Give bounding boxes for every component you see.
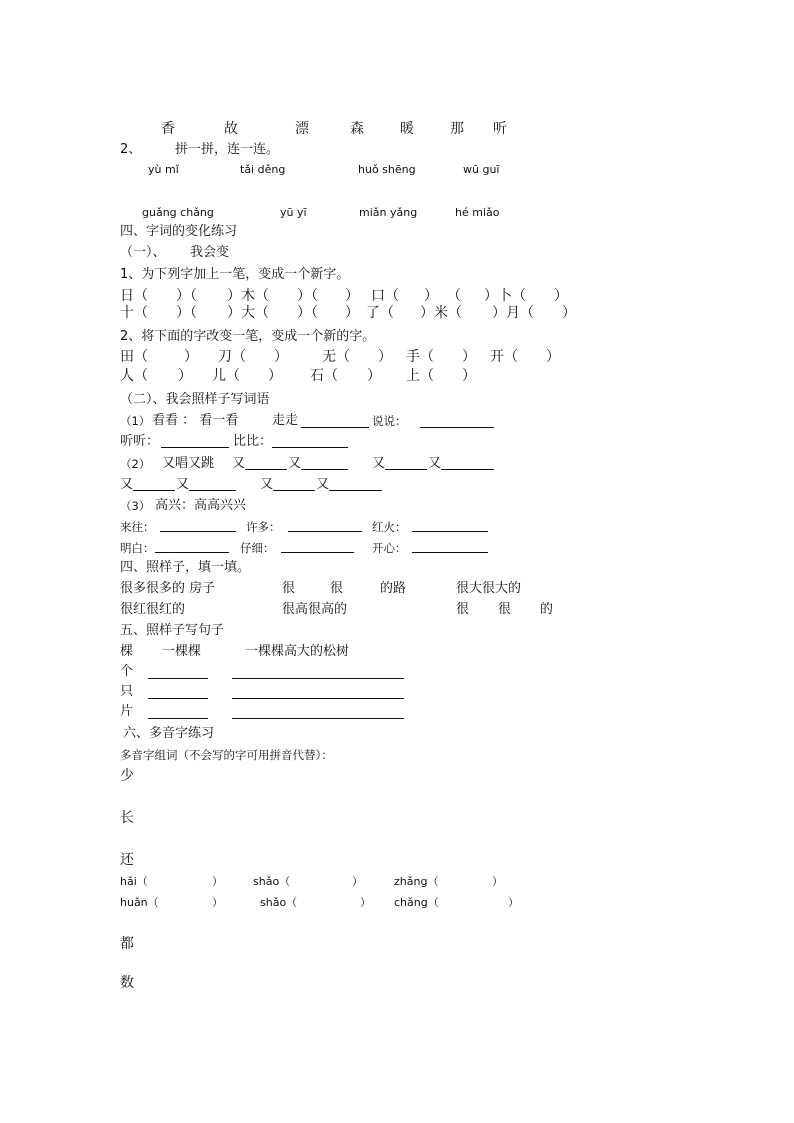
bracket-item: ） xyxy=(274,349,288,365)
phrase: 的 xyxy=(540,602,554,617)
answer-blank[interactable] xyxy=(301,469,348,470)
bracket-item: ）卜（ xyxy=(484,288,526,304)
measure-char: 个 xyxy=(120,664,134,679)
answer-blank[interactable] xyxy=(272,447,348,448)
pinyin-item: zhǎng（ xyxy=(394,875,439,888)
bracket-item: （ xyxy=(447,288,461,304)
bracket-item: 儿（ xyxy=(212,368,240,384)
answer-blank[interactable] xyxy=(288,531,362,532)
bracket-item: 了（ xyxy=(366,305,394,321)
answer-blank[interactable] xyxy=(441,469,494,470)
answer-blank[interactable] xyxy=(301,427,369,428)
pinyin: yù mǐ xyxy=(148,163,179,176)
bracket-item: ） xyxy=(554,288,568,304)
you-char: 又 xyxy=(232,456,246,471)
pinyin-item: ） xyxy=(360,896,371,909)
bracket-item: ） xyxy=(268,368,282,384)
phrase: 很 xyxy=(330,581,344,596)
exercise-example: 高兴：高高兴兴 xyxy=(155,498,247,513)
word: 走走 xyxy=(272,413,299,428)
pinyin: guǎng chǎng xyxy=(142,206,214,219)
exercise-number: （2） xyxy=(120,457,151,471)
phrase: 很大很大的 xyxy=(456,581,522,596)
answer-blank[interactable] xyxy=(273,490,315,491)
char: 听 xyxy=(493,121,507,137)
phrase: 很 xyxy=(282,581,296,596)
answer-blank[interactable] xyxy=(155,552,229,553)
you-char: 又 xyxy=(316,477,330,492)
bracket-item: 上（ xyxy=(406,368,434,384)
bracket-item: ） xyxy=(378,349,392,365)
answer-blank[interactable] xyxy=(189,490,236,491)
answer-blank[interactable] xyxy=(133,490,175,491)
answer-blank[interactable] xyxy=(385,469,427,470)
word: 听听： xyxy=(120,434,160,449)
q2-text: 拼一拼，连一连。 xyxy=(175,142,280,157)
char: 香 xyxy=(161,121,175,137)
section-title: 六、多音字练习 xyxy=(123,726,215,741)
phrase: 很高很高的 xyxy=(282,602,348,617)
phrase: 很 xyxy=(498,602,512,617)
you-char: 又 xyxy=(288,456,302,471)
answer-blank[interactable] xyxy=(329,490,382,491)
word: 说说： xyxy=(372,414,407,428)
question-title: 2、将下面的字改变一笔，变成一个新的字。 xyxy=(120,329,376,344)
bracket-item: ）（ xyxy=(176,288,197,304)
exercise-number: （3） xyxy=(120,499,151,513)
measure-char: 片 xyxy=(120,704,134,719)
question-title: 1、为下列字加上一笔，变成一个新字。 xyxy=(120,267,350,282)
measure-char: 只 xyxy=(120,684,134,699)
bracket-item: ）（ xyxy=(176,305,197,321)
answer-blank[interactable] xyxy=(232,718,404,719)
bracket-item: 手（ xyxy=(406,349,434,365)
pinyin: huǒ shēng xyxy=(358,163,416,176)
subsection-number: （一）、 xyxy=(120,245,166,260)
you-char: 又 xyxy=(428,456,442,471)
char: 暖 xyxy=(400,121,414,137)
polyphone-char: 数 xyxy=(120,975,134,991)
exercise-example: 又唱又跳 xyxy=(162,456,215,471)
pinyin-item: ） xyxy=(212,896,223,909)
exercise-example: 看看 ： 看一看 xyxy=(152,413,239,428)
subsection-label: 我会变 xyxy=(190,245,230,260)
answer-blank[interactable] xyxy=(281,552,354,553)
bracket-item: 无（ xyxy=(322,349,350,365)
bracket-item: 日（ xyxy=(120,288,148,304)
word: 红火： xyxy=(372,520,407,534)
answer-blank[interactable] xyxy=(161,447,229,448)
pinyin: hé miǎo xyxy=(455,206,500,219)
example-word: 棵 xyxy=(120,644,134,659)
pinyin-item: ） xyxy=(508,896,519,909)
example-word: 一棵棵 xyxy=(162,644,202,659)
char: 森 xyxy=(350,121,364,137)
example-word: 一棵棵高大的松树 xyxy=(245,644,350,659)
pinyin-item: huǎn（ xyxy=(120,896,159,909)
instruction: 多音字组词（不会写的字可用拼音代替）： xyxy=(120,748,333,762)
pinyin-item: shǎo（ xyxy=(253,875,291,888)
bracket-item: 口（ xyxy=(371,288,399,304)
you-char: 又 xyxy=(372,456,386,471)
section-title: 四、照样子，填一填。 xyxy=(120,560,251,575)
word: 许多： xyxy=(246,520,281,534)
exercise-number: （1） xyxy=(120,414,151,428)
answer-blank[interactable] xyxy=(148,718,208,719)
bracket-item: 开（ xyxy=(490,349,518,365)
phrase: 很红很红的 xyxy=(120,602,186,617)
bracket-item: ） xyxy=(178,368,192,384)
pinyin: miǎn yǎng xyxy=(359,206,418,219)
you-char: 又 xyxy=(176,477,190,492)
bracket-item: 人（ xyxy=(120,368,148,384)
pinyin-item: shǎo（ xyxy=(260,896,298,909)
pinyin: tǎi děng xyxy=(240,163,286,176)
you-char: 又 xyxy=(120,477,134,492)
answer-blank[interactable] xyxy=(245,469,287,470)
char: 故 xyxy=(224,121,238,137)
answer-blank[interactable] xyxy=(148,678,208,679)
answer-blank[interactable] xyxy=(232,678,404,679)
word: 开心： xyxy=(372,541,407,555)
bracket-item: 田（ xyxy=(120,349,148,365)
pinyin-item: hǎi（ xyxy=(120,875,148,888)
bracket-item: ） xyxy=(462,368,476,384)
bracket-item: ） xyxy=(345,305,359,321)
pinyin-item: ） xyxy=(352,875,363,888)
bracket-item: ）大（ xyxy=(227,305,269,321)
subsection-title: （二）、我会照样子写词语 xyxy=(120,392,270,407)
pinyin-item: ） xyxy=(492,875,503,888)
char: 那 xyxy=(450,121,464,137)
bracket-item: ）月（ xyxy=(492,305,534,321)
phrase: 的路 xyxy=(380,581,407,596)
answer-blank[interactable] xyxy=(420,427,494,428)
phrase: 很 xyxy=(456,602,470,617)
pinyin: wū guī xyxy=(463,163,500,176)
answer-blank[interactable] xyxy=(232,698,404,699)
answer-blank[interactable] xyxy=(412,552,488,553)
bracket-item: ）（ xyxy=(297,305,318,321)
bracket-item: ） xyxy=(562,305,576,321)
bracket-item: 刀（ xyxy=(218,349,246,365)
bracket-item: ）（ xyxy=(297,288,318,304)
bracket-item: ） xyxy=(367,368,381,384)
word: 仔细： xyxy=(240,541,275,555)
word: 比比： xyxy=(233,434,273,449)
section-title: 四、字词的变化练习 xyxy=(120,224,238,239)
q2-number: 2、 xyxy=(120,142,142,157)
pinyin: yū yī xyxy=(280,206,307,219)
word: 来往： xyxy=(120,520,155,534)
pinyin-item: ） xyxy=(212,875,223,888)
section-title: 五、照样子写句子 xyxy=(120,623,225,638)
bracket-item: ） xyxy=(184,349,198,365)
answer-blank[interactable] xyxy=(412,531,488,532)
pinyin-item: chǎng（ xyxy=(394,896,439,909)
polyphone-char: 还 xyxy=(120,852,134,868)
answer-blank[interactable] xyxy=(148,698,208,699)
polyphone-char: 长 xyxy=(120,810,134,826)
answer-blank[interactable] xyxy=(160,531,236,532)
bracket-item: ） xyxy=(345,288,359,304)
word: 明白： xyxy=(120,541,155,555)
phrase: 很多很多的 房子 xyxy=(120,581,216,596)
bracket-item: 石（ xyxy=(310,368,338,384)
bracket-item: ）米（ xyxy=(420,305,462,321)
bracket-item: ） xyxy=(462,349,476,365)
bracket-item: ） xyxy=(424,288,438,304)
you-char: 又 xyxy=(260,477,274,492)
polyphone-char: 少 xyxy=(120,768,134,784)
bracket-item: 十（ xyxy=(120,305,148,321)
char: 漂 xyxy=(295,121,309,137)
bracket-item: ）木（ xyxy=(227,288,269,304)
polyphone-char: 都 xyxy=(120,936,134,952)
bracket-item: ） xyxy=(546,349,560,365)
